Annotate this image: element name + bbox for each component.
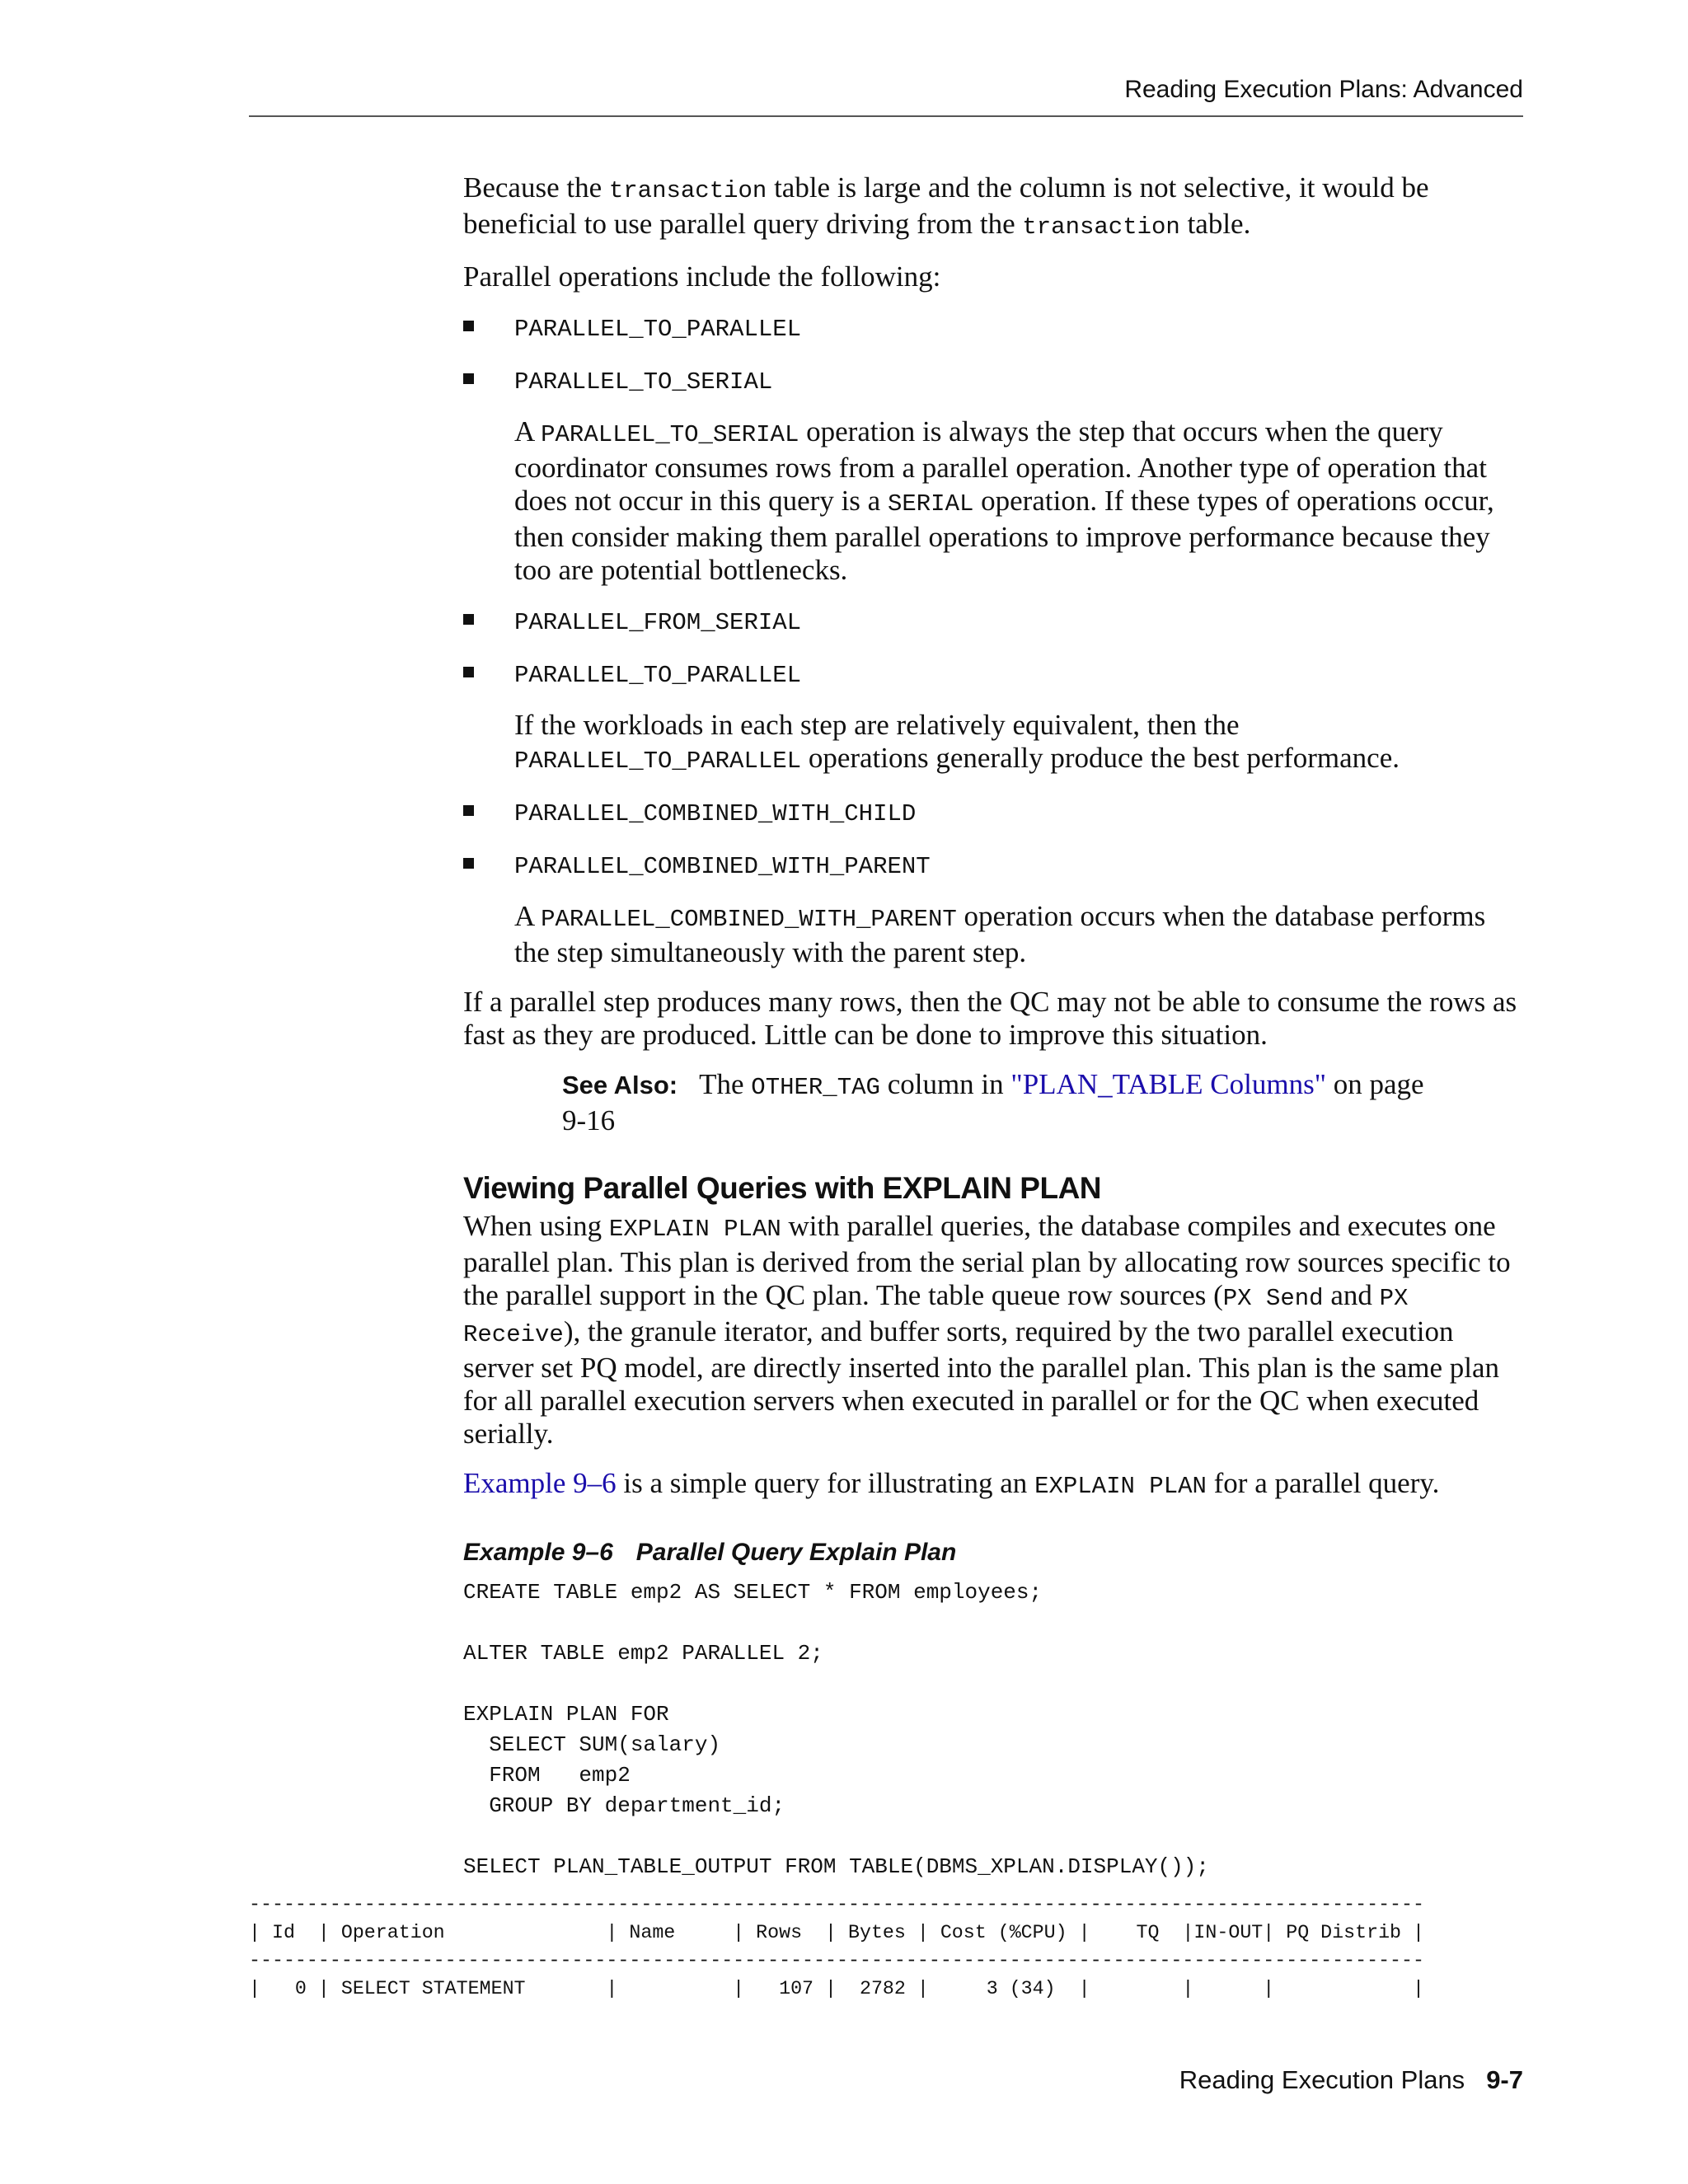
list-item-description: A PARALLEL_TO_SERIAL operation is always the step that occurs when the query coordinator consumes rows from a parallel operation. Another type of operation that does not occur in this query is a SERIAL operation. If these types of operations occur, then consider making them parallel operations to improve performance because they too are potential bottlenecks. [514, 415, 1494, 586]
running-head: Reading Execution Plans: Advanced [1124, 76, 1523, 103]
example-code-block: CREATE TABLE emp2 AS SELECT * FROM employees; ALTER TABLE emp2 PARALLEL 2; EXPLAIN PLAN FOR SELECT SUM(salary) FROM emp2 GROUP BY department_id; SELECT PLAN_TABLE_OUTPUT FROM TABLE(DBMS_XPLAN.DISPLAY()); [463, 1580, 1209, 1879]
parallel-ops-list [463, 310, 1526, 969]
plan-output-table: ------------------------------------------------------------------------------------------------------ | Id | Operation | Name | Rows | Bytes | Cost (%CPU) | TQ |IN-OUT| PQ Distrib | ------------------------------------------------------------------------------------------------------ | 0 | SELECT STATEMENT | | 107 | 2782 | 3 (34) | | | | [249, 1894, 1425, 1999]
section-heading: Viewing Parallel Queries with EXPLAIN PLAN [463, 1171, 1102, 1205]
intro-paragraph: Because the transaction table is large and the column is not selective, it would be beneficial to use parallel query driving from the transaction table. [463, 171, 1429, 241]
list-item: PARALLEL_TO_PARALLEL If the workloads in each step are relatively equivalent, then the PARALLEL_TO_PARALLEL operations generally produce the best performance. [463, 656, 1526, 778]
see-also-label: See Also: [562, 1071, 678, 1099]
bullet-square-icon [463, 667, 474, 677]
list-item: PARALLEL_TO_PARALLEL [463, 310, 1526, 346]
bullet-square-icon [463, 614, 474, 625]
list-item-description: A PARALLEL_COMBINED_WITH_PARENT operation occurs when the database performs the step simultaneously with the parent step. [514, 900, 1486, 968]
list-item: PARALLEL_FROM_SERIAL [463, 603, 1526, 640]
see-also-note: See Also: The OTHER_TAG column in "PLAN_TABLE Columns" on page 9-16 [562, 1068, 1424, 1137]
example-reference-paragraph: Example 9–6 is a simple query for illustrating an EXPLAIN PLAN for a parallel query. [463, 1467, 1440, 1500]
list-item: PARALLEL_TO_SERIAL A PARALLEL_TO_SERIAL operation is always the step that occurs when the query coordinator consumes rows from a parallel operation. Another type of operation that does not occur in this query is a SERIAL operation. If these types of operations occur, then consider making them parallel operations to improve performance because they too are potential bottlenecks. [463, 363, 1526, 587]
parallel-ops-lead: Parallel operations include the following: [463, 260, 941, 293]
bullet-square-icon [463, 805, 474, 816]
qc-paragraph: If a parallel step produces many rows, then the QC may not be able to consume the rows as fast as they are produced. Little can be done to improve this situation. [463, 986, 1517, 1051]
section-paragraph: When using EXPLAIN PLAN with parallel queries, the database compiles and executes one parallel plan. This plan is derived from the serial plan by allocating row sources specific to the parallel support in the QC plan. The table queue row sources (PX Send and PX Receive), the granule iterator, and buffer sorts, required by the two parallel execution server set PQ model, are directly inserted into the parallel plan. This plan is the same plan for all parallel execution servers when executed in parallel or for the QC when executed serially. [463, 1210, 1511, 1450]
page-number: 9-7 [1486, 2065, 1523, 2094]
plan-table-columns-link[interactable]: "PLAN_TABLE Columns" [1010, 1068, 1326, 1100]
footer-section-title: Reading Execution Plans [1179, 2065, 1465, 2094]
bullet-square-icon [463, 373, 474, 384]
page-footer [1179, 2065, 1523, 2095]
bullet-square-icon [463, 858, 474, 869]
list-item: PARALLEL_COMBINED_WITH_CHILD [463, 794, 1526, 831]
list-item: PARALLEL_COMBINED_WITH_PARENT A PARALLEL_COMBINED_WITH_PARENT operation occurs when the database performs the step simultaneously with the parent step. [463, 847, 1526, 969]
header-rule [249, 115, 1523, 117]
page-body [463, 171, 1526, 1882]
bullet-square-icon [463, 321, 474, 331]
example-title: Example 9–6 Parallel Query Explain Plan [463, 1539, 957, 1566]
example-9-6-link[interactable]: Example 9–6 [463, 1467, 617, 1499]
list-item-description: If the workloads in each step are relatively equivalent, then the PARALLEL_TO_PARALLEL operations generally produce the best performance. [514, 709, 1400, 775]
